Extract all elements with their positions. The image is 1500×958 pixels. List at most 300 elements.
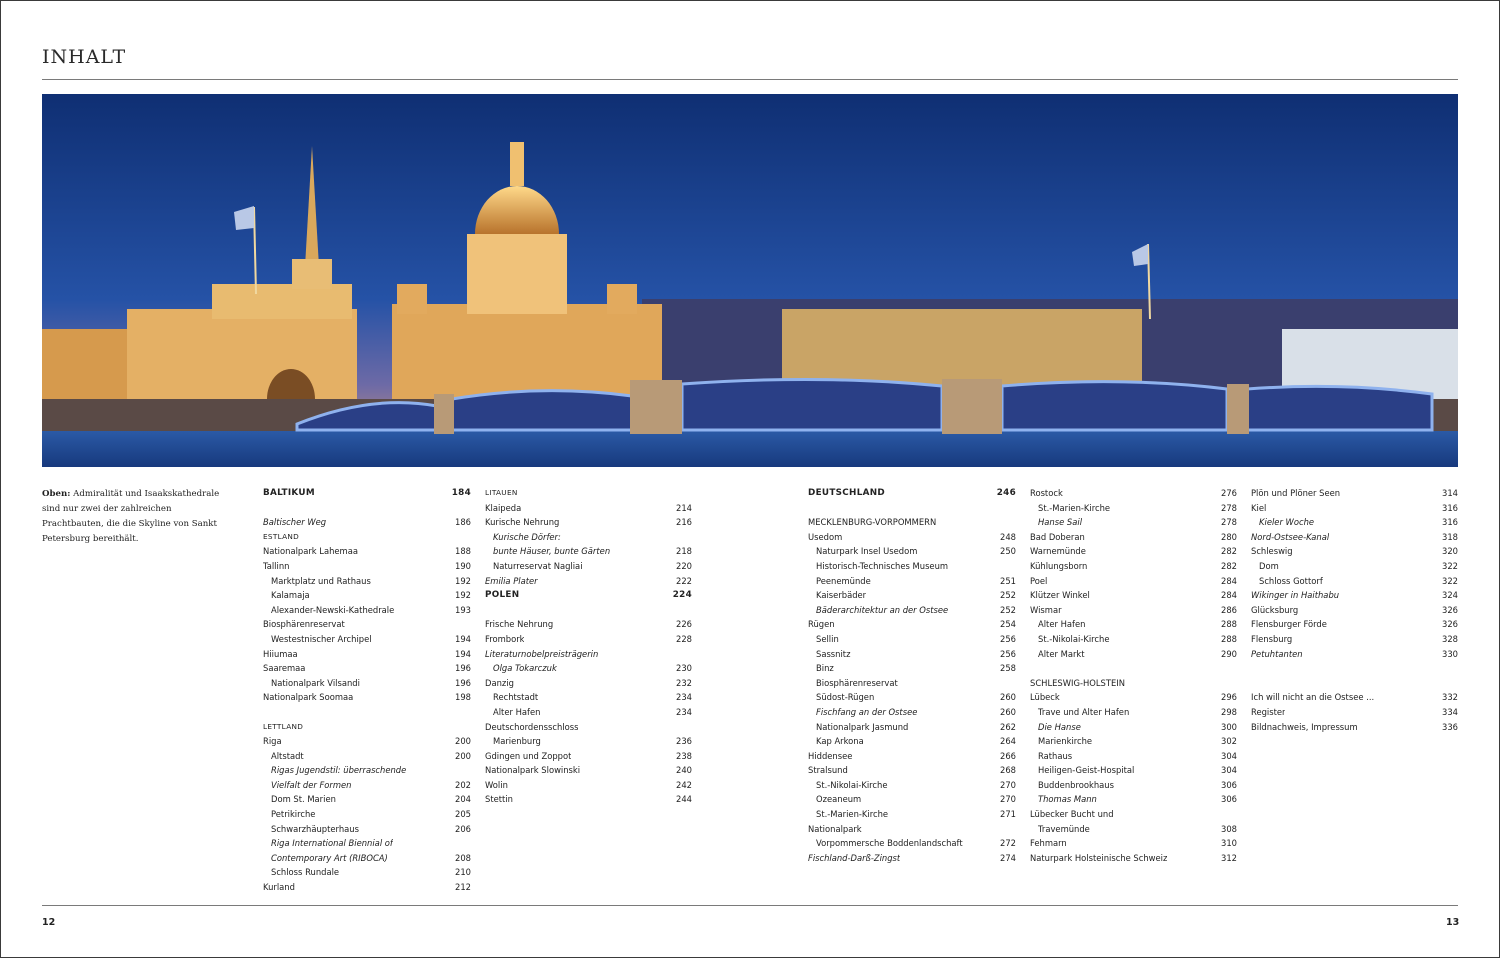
toc-entry-label: Schwarzhäupterhaus <box>271 823 359 834</box>
toc-entry-page: 194 <box>455 633 471 644</box>
toc-entry <box>1030 617 1237 632</box>
toc-entry <box>485 778 692 793</box>
toc-entry <box>808 763 1016 778</box>
toc-entry <box>1251 617 1458 632</box>
toc-entry-page: 304 <box>1221 750 1237 761</box>
toc-entry <box>1030 763 1237 778</box>
toc-entry <box>808 851 1016 866</box>
toc-entry-label: Contemporary Art (RIBOCA) <box>271 852 388 863</box>
toc-entry-label: Klaipeda <box>485 502 522 513</box>
toc-spacer <box>808 501 1016 516</box>
toc-entry <box>1251 574 1458 589</box>
toc-entry-label: Sellin <box>816 633 839 644</box>
toc-entry-label: Biosphärenreservat <box>816 677 898 688</box>
toc-entry-label: Plön und Plöner Seen <box>1251 488 1341 498</box>
toc-entry-page: 306 <box>1221 779 1237 790</box>
toc-entry <box>263 792 471 807</box>
toc-entry-label: Register <box>1251 706 1286 717</box>
toc-entry <box>808 792 1016 807</box>
toc-entry-label: Bäderarchitektur an der Ostsee <box>816 604 949 615</box>
toc-entry <box>1030 851 1237 866</box>
toc-entry-label: Dom <box>1259 560 1279 571</box>
toc-entry-label: Olga Tokarczuk <box>493 663 557 674</box>
toc-entry-page: 278 <box>1221 517 1237 528</box>
toc-entry-page: 186 <box>455 517 471 528</box>
toc-entry-label: Kieler Woche <box>1259 517 1315 528</box>
toc-entry-label: Kaiserbäder <box>816 590 867 601</box>
toc-entry-page: 298 <box>1221 706 1237 717</box>
toc-entry-label: Nationalpark Soomaa <box>263 692 354 703</box>
toc-section-heading <box>485 588 692 603</box>
toc-entry <box>808 690 1016 705</box>
toc-entry <box>1030 603 1237 618</box>
toc-entry-page: 274 <box>1000 852 1016 863</box>
toc-entry <box>808 807 1016 822</box>
toc-entry-page: 310 <box>1221 838 1237 849</box>
toc-entry-page: 308 <box>1221 823 1237 834</box>
toc-entry <box>808 603 1016 618</box>
toc-entry <box>808 661 1016 676</box>
toc-entry <box>808 574 1016 589</box>
toc-entry <box>263 763 471 778</box>
toc-entry <box>263 544 471 559</box>
toc-entry <box>1251 530 1458 545</box>
toc-entry-page: 184 <box>451 488 471 498</box>
toc-entry-page: 234 <box>676 706 692 717</box>
toc-entry-page: 326 <box>1442 619 1458 630</box>
toc-entry-page: 334 <box>1442 706 1458 717</box>
toc-entry <box>1030 807 1237 822</box>
toc-entry-label: Ozeaneum <box>816 794 862 805</box>
toc-entry-label: Rathaus <box>1038 750 1073 761</box>
toc-entry-page: 286 <box>1221 604 1237 615</box>
toc-entry-label: Gdingen und Zoppot <box>485 750 572 761</box>
page-number-left: 12 <box>42 917 56 928</box>
toc-entry <box>808 822 1016 837</box>
toc-entry <box>808 647 1016 662</box>
toc-entry <box>485 647 692 662</box>
toc-entry-label: Schloss Gottorf <box>1259 575 1323 586</box>
toc-entry <box>1030 647 1237 662</box>
toc-entry-label: Nationalpark Lahemaa <box>263 546 358 557</box>
toc-entry-label: St.-Marien-Kirche <box>1038 502 1111 513</box>
toc-entry-label: Binz <box>816 663 834 674</box>
toc-entry-label: Rostock <box>1030 488 1063 498</box>
toc-entry-page: 312 <box>1221 852 1237 863</box>
toc-entry <box>1030 749 1237 764</box>
toc-entry-page: 248 <box>1000 531 1016 542</box>
toc-entry-page: 302 <box>1221 736 1237 747</box>
toc-entry-label: Frische Nehrung <box>485 619 554 630</box>
toc-entry-page: 192 <box>455 575 471 586</box>
toc-entry-page: 205 <box>455 809 471 820</box>
toc-entry-label: Wikinger in Haithabu <box>1251 590 1340 601</box>
toc-subsection-heading <box>263 720 471 735</box>
toc-entry <box>263 603 471 618</box>
toc-entry-page: 282 <box>1221 546 1237 557</box>
toc-entry <box>263 749 471 764</box>
toc-entry <box>808 720 1016 735</box>
toc-entry-page: 316 <box>1442 517 1458 528</box>
toc-entry-label: Biosphärenreservat <box>263 619 345 630</box>
toc-entry-label: Kalamaja <box>271 590 310 601</box>
toc-entry-page: 284 <box>1221 575 1237 586</box>
toc-entry <box>1030 559 1237 574</box>
toc-entry <box>263 865 471 880</box>
header-rule <box>42 79 1458 80</box>
toc-entry <box>1251 515 1458 530</box>
toc-entry <box>1251 544 1458 559</box>
toc-spacer <box>263 501 471 516</box>
toc-entry <box>808 749 1016 764</box>
toc-entry <box>1030 486 1237 501</box>
toc-entry-page: 256 <box>1000 648 1016 659</box>
toc-entry-label: Hiddensee <box>808 750 853 761</box>
toc-column-3 <box>808 486 1016 865</box>
toc-entry-label: Hanse Sail <box>1038 517 1083 528</box>
toc-entry-label: Saaremaa <box>263 663 306 674</box>
toc-entry-page: 270 <box>1000 779 1016 790</box>
toc-entry-label: Lübecker Bucht und <box>1030 809 1114 820</box>
toc-entry-label: Stralsund <box>808 765 848 776</box>
toc-entry-page: 252 <box>1000 590 1016 601</box>
toc-entry-label: Baltischer Weg <box>263 517 327 528</box>
toc-entry <box>263 617 471 632</box>
toc-entry-page: 322 <box>1442 560 1458 571</box>
toc-entry-label: Riga <box>263 736 282 747</box>
toc-entry-label: Riga International Biennial of <box>271 838 393 849</box>
toc-entry <box>1030 792 1237 807</box>
toc-entry-page: 198 <box>455 692 471 703</box>
toc-entry-label: Nationalpark Slowinski <box>485 765 581 776</box>
toc-entry <box>1251 603 1458 618</box>
toc-entry-label: bunte Häuser, bunte Gärten <box>493 546 611 557</box>
toc-entry-page: 332 <box>1442 692 1458 703</box>
toc-section-heading <box>808 486 1016 501</box>
toc-entry <box>263 690 471 705</box>
toc-spacer <box>1251 676 1458 691</box>
toc-entry <box>263 676 471 691</box>
toc-entry-page: 194 <box>455 648 471 659</box>
toc-entry-label: Kurische Nehrung <box>485 517 560 528</box>
toc-entry-page: 208 <box>455 852 471 863</box>
toc-entry <box>485 574 692 589</box>
toc-entry-label: Kühlungsborn <box>1030 560 1088 571</box>
toc-entry <box>263 574 471 589</box>
toc-entry <box>808 676 1016 691</box>
toc-entry <box>485 617 692 632</box>
toc-entry <box>263 588 471 603</box>
toc-spacer <box>1251 661 1458 676</box>
toc-entry-label: Petrikirche <box>271 809 316 820</box>
toc-entry-page: 276 <box>1221 488 1237 498</box>
toc-subsection-heading <box>263 530 471 545</box>
toc-entry-label: Literaturnobelpreisträgerin <box>485 648 599 659</box>
toc-entry <box>1251 720 1458 735</box>
toc-entry <box>485 705 692 720</box>
toc-entry-label: St.-Marien-Kirche <box>816 809 889 820</box>
toc-entry-page: 330 <box>1442 648 1458 659</box>
toc-entry <box>485 763 692 778</box>
toc-entry-label: LETTLAND <box>263 721 304 731</box>
toc-entry-label: Marienkirche <box>1038 736 1093 747</box>
toc-entry <box>1251 632 1458 647</box>
toc-spacer <box>1030 661 1237 676</box>
toc-entry <box>808 617 1016 632</box>
toc-entry-label: Schloss Rundale <box>271 867 340 878</box>
toc-entry-page: 236 <box>676 736 692 747</box>
toc-entry-page: 324 <box>1442 590 1458 601</box>
toc-entry <box>485 530 692 545</box>
toc-entry-page: 196 <box>455 677 471 688</box>
toc-entry-label: Alter Hafen <box>1038 619 1086 630</box>
toc-column-4 <box>1030 486 1237 865</box>
toc-entry-page: 256 <box>1000 633 1016 644</box>
toc-entry-label: Marienburg <box>493 736 541 747</box>
toc-entry-label: Ich will nicht an die Ostsee ... <box>1251 692 1375 703</box>
toc-entry-page: 280 <box>1221 531 1237 542</box>
toc-entry-page: 260 <box>1000 706 1016 717</box>
toc-entry-label: St.-Nikolai-Kirche <box>1038 633 1110 644</box>
toc-entry-page: 260 <box>1000 692 1016 703</box>
toc-entry-page: 246 <box>996 488 1016 498</box>
toc-entry-label: Vorpommersche Boddenlandschaft <box>816 838 963 849</box>
toc-entry-page: 300 <box>1221 721 1237 732</box>
toc-entry <box>263 632 471 647</box>
toc-entry <box>1251 690 1458 705</box>
toc-entry <box>808 734 1016 749</box>
toc-entry-page: 264 <box>1000 736 1016 747</box>
toc-entry-label: Usedom <box>808 531 843 542</box>
toc-entry-page: 252 <box>1000 604 1016 615</box>
toc-entry <box>263 851 471 866</box>
photo-caption <box>42 487 228 547</box>
toc-entry <box>485 676 692 691</box>
toc-entry-page: 200 <box>455 736 471 747</box>
toc-entry-label: Rügen <box>808 619 835 630</box>
toc-entry-label: Travemünde <box>1038 823 1090 834</box>
toc-entry-page: 216 <box>676 517 692 528</box>
toc-entry-page: 230 <box>676 663 692 674</box>
toc-entry-label: Kurland <box>263 882 295 893</box>
toc-entry <box>1251 588 1458 603</box>
toc-entry-label: Poel <box>1030 575 1048 586</box>
toc-entry-page: 262 <box>1000 721 1016 732</box>
toc-entry-page: 202 <box>455 779 471 790</box>
toc-entry-label: Buddenbrookhaus <box>1038 779 1114 790</box>
toc-entry-page: 210 <box>455 867 471 878</box>
toc-entry-label: Peenemünde <box>816 575 871 586</box>
toc-entry-label: Petuhtanten <box>1251 648 1303 659</box>
toc-entry-label: ESTLAND <box>263 531 300 541</box>
toc-entry-page: 271 <box>1000 809 1016 820</box>
toc-entry-page: 228 <box>676 633 692 644</box>
toc-entry <box>1251 647 1458 662</box>
footer-rule <box>42 905 1458 906</box>
toc-entry-label: Bildnachweis, Impressum <box>1251 721 1358 732</box>
toc-entry <box>1030 836 1237 851</box>
toc-entry <box>485 544 692 559</box>
toc-entry-label: Kurische Dörfer: <box>493 531 561 542</box>
toc-entry-page: 326 <box>1442 604 1458 615</box>
toc-entry <box>1030 515 1237 530</box>
toc-entry-label: Nationalpark Jasmund <box>816 721 909 732</box>
toc-entry-page: 196 <box>455 663 471 674</box>
toc-entry <box>485 720 692 735</box>
toc-entry <box>263 880 471 895</box>
toc-entry-label: Naturpark Insel Usedom <box>816 546 918 557</box>
toc-entry <box>263 661 471 676</box>
toc-entry-label: Naturpark Holsteinische Schweiz <box>1030 852 1168 863</box>
toc-entry-label: Westestnischer Archipel <box>271 633 372 644</box>
toc-entry <box>485 749 692 764</box>
toc-entry-page: 238 <box>676 750 692 761</box>
toc-entry <box>263 836 471 851</box>
toc-entry-page: 193 <box>455 604 471 615</box>
toc-column-2 <box>485 486 692 807</box>
toc-entry-page: 242 <box>676 779 692 790</box>
toc-entry-page: 284 <box>1221 590 1237 601</box>
toc-entry-page: 244 <box>676 794 692 805</box>
toc-entry-page: 290 <box>1221 648 1237 659</box>
toc-entry-label: Hiiumaa <box>263 648 298 659</box>
toc-entry-label: Wolin <box>485 779 508 790</box>
toc-entry-label: Emilia Plater <box>485 575 538 586</box>
toc-entry-page: 336 <box>1442 721 1458 732</box>
toc-entry <box>1030 734 1237 749</box>
toc-spacer <box>263 705 471 720</box>
toc-entry <box>808 530 1016 545</box>
toc-entry-label: Naturreservat Nagliai <box>493 560 583 571</box>
toc-entry-page: 296 <box>1221 692 1237 703</box>
toc-entry <box>263 515 471 530</box>
toc-entry-page: 306 <box>1221 794 1237 805</box>
toc-entry-label: Schleswig <box>1251 546 1293 557</box>
toc-entry-page: 314 <box>1442 488 1458 498</box>
toc-entry <box>1030 822 1237 837</box>
page-title: INHALT <box>42 46 127 68</box>
toc-entry <box>1251 486 1458 501</box>
toc-entry-page: 270 <box>1000 794 1016 805</box>
toc-entry-label: BALTIKUM <box>263 488 315 498</box>
toc-entry-label: Nationalpark Vilsandi <box>271 677 360 688</box>
toc-entry-label: Stettin <box>485 794 513 805</box>
toc-entry-label: Heiligen-Geist-Hospital <box>1038 765 1135 776</box>
toc-entry-label: MECKLENBURG-VORPOMMERN <box>808 517 937 528</box>
toc-entry-page: 268 <box>1000 765 1016 776</box>
toc-entry-page: 206 <box>455 823 471 834</box>
toc-entry-page: 190 <box>455 560 471 571</box>
toc-entry <box>808 778 1016 793</box>
toc-entry-page: 212 <box>455 882 471 893</box>
toc-entry-label: Fehmarn <box>1030 838 1067 849</box>
toc-entry-label: Historisch-Technisches Museum <box>816 560 949 571</box>
toc-entry-label: Nationalpark <box>808 823 862 834</box>
toc-entry <box>1030 501 1237 516</box>
toc-entry-label: Frombork <box>485 633 525 644</box>
toc-entry <box>485 690 692 705</box>
toc-entry <box>263 734 471 749</box>
toc-entry-page: 254 <box>1000 619 1016 630</box>
toc-entry <box>1030 574 1237 589</box>
toc-column-1 <box>263 486 471 895</box>
toc-entry <box>1251 501 1458 516</box>
toc-entry-label: Fischland-Darß-Zingst <box>808 852 901 863</box>
toc-entry-label: Klützer Winkel <box>1030 590 1090 601</box>
toc-entry-label: Südost-Rügen <box>816 692 875 703</box>
toc-entry-label: Rechtstadt <box>493 692 539 703</box>
toc-entry-page: 240 <box>676 765 692 776</box>
toc-entry <box>1030 778 1237 793</box>
toc-entry-page: 192 <box>455 590 471 601</box>
toc-entry <box>485 515 692 530</box>
toc-entry <box>485 559 692 574</box>
toc-entry <box>808 559 1016 574</box>
toc-entry-label: Sassnitz <box>816 648 851 659</box>
toc-entry-page: 250 <box>1000 546 1016 557</box>
toc-entry-page: 272 <box>1000 838 1016 849</box>
toc-entry-page: 322 <box>1442 575 1458 586</box>
toc-entry-label: Nord-Ostsee-Kanal <box>1251 531 1330 542</box>
toc-section-heading <box>263 486 471 501</box>
toc-entry-page: 266 <box>1000 750 1016 761</box>
toc-entry-page: 204 <box>455 794 471 805</box>
toc-entry-page: 218 <box>676 546 692 557</box>
toc-entry-page: 214 <box>676 502 692 513</box>
toc-entry <box>1030 720 1237 735</box>
toc-entry-label: Flensburg <box>1251 633 1293 644</box>
toc-entry-label: St.-Nikolai-Kirche <box>816 779 888 790</box>
toc-entry-label: Wismar <box>1030 604 1062 615</box>
toc-entry-label: SCHLESWIG-HOLSTEIN <box>1030 677 1126 688</box>
caption-lead: Oben: <box>42 489 71 499</box>
toc-entry <box>808 836 1016 851</box>
toc-entry-label: Vielfalt der Formen <box>271 779 352 790</box>
toc-entry <box>263 822 471 837</box>
toc-entry-page: 320 <box>1442 546 1458 557</box>
toc-entry <box>263 559 471 574</box>
toc-entry-label: Rigas Jugendstil: überraschende <box>271 765 407 776</box>
toc-entry-label: Fischfang an der Ostsee <box>816 706 918 717</box>
toc-entry-label: DEUTSCHLAND <box>808 488 885 498</box>
toc-entry-page: 328 <box>1442 633 1458 644</box>
toc-entry <box>1030 705 1237 720</box>
toc-entry <box>1030 632 1237 647</box>
toc-entry-page: 200 <box>455 750 471 761</box>
toc-entry-label: Marktplatz und Rathaus <box>271 575 371 586</box>
toc-entry <box>485 501 692 516</box>
toc-entry-label: Dom St. Marien <box>271 794 336 805</box>
toc-entry <box>1251 705 1458 720</box>
toc-entry <box>485 632 692 647</box>
toc-entry-page: 220 <box>676 560 692 571</box>
skyline-photo <box>42 94 1458 467</box>
toc-entry-label: Glücksburg <box>1251 604 1299 615</box>
toc-entry <box>1030 690 1237 705</box>
toc-entry-page: 224 <box>672 590 692 601</box>
toc-entry <box>808 588 1016 603</box>
toc-entry-page: 288 <box>1221 619 1237 630</box>
toc-entry <box>808 515 1016 530</box>
toc-entry <box>1251 559 1458 574</box>
toc-entry-label: Altstadt <box>271 750 304 761</box>
toc-entry-label: Die Hanse <box>1038 721 1081 732</box>
toc-entry <box>485 661 692 676</box>
toc-entry-label: Lübeck <box>1030 692 1060 703</box>
toc-spacer <box>485 603 692 618</box>
toc-entry <box>1030 676 1237 691</box>
toc-entry-label: Trave und Alter Hafen <box>1038 706 1130 717</box>
